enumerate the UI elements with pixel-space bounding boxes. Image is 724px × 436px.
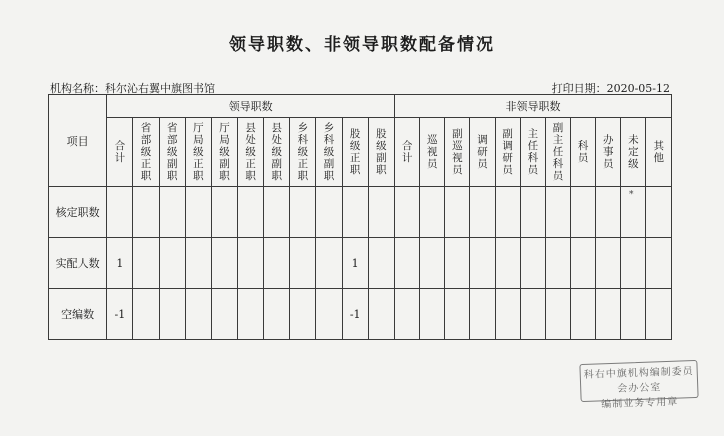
row-label: 实配人数 [49,238,107,289]
leader-column-label: 合计 [114,140,126,164]
nonleader-column-label: 办事员 [602,134,614,170]
nonleader-column-label: 副巡视员 [452,128,463,176]
official-seal [579,360,698,411]
leader-column-label: 股级副职 [376,128,387,176]
nonleader-cell [470,289,495,340]
leader-cell [316,187,342,238]
nonleader-cell [470,187,495,238]
leader-cell [185,187,211,238]
nonleader-column-header [520,118,545,187]
leader-column-label: 省部级副职 [166,122,178,182]
leader-cell [238,187,264,238]
nonleader-cell [646,289,672,340]
leader-column-label: 省部级正职 [140,122,152,182]
leader-cell [290,187,316,238]
nonleader-cell [520,289,545,340]
leader-cell [316,289,342,340]
nonleader-cell [596,238,621,289]
row-label: 核定职数 [49,187,107,238]
table-row [49,187,672,238]
nonleader-cell [420,187,445,238]
leader-cell [264,289,290,340]
nonleader-column-header [445,118,470,187]
leader-column-label: 乡科级副职 [323,122,335,182]
nonleader-cell [520,238,545,289]
print-date-label: 打印日期：2020-05-12 [551,82,670,95]
nonleader-cell [445,238,470,289]
leader-group-header: 领导职数 [107,95,395,118]
leader-cell: -1 [342,289,368,340]
nonleader-column-header [646,118,672,187]
staffing-table [48,94,672,340]
document-title: 领导职数、非领导职数配备情况 [229,35,495,55]
leader-column-label: 厅局级副职 [219,122,230,182]
leader-cell: 1 [342,238,368,289]
leader-cell [238,289,264,340]
leader-column-header [159,118,185,187]
nonleader-column-label: 其他 [653,140,664,164]
leader-cell [185,289,211,340]
nonleader-column-header [495,118,520,187]
nonleader-cell [395,238,420,289]
leader-column-header [133,118,159,187]
nonleader-cell [571,238,596,289]
nonleader-cell [621,289,646,340]
nonleader-column-header [571,118,596,187]
org-name-label: 机构名称：科尔沁右翼中旗图书馆 [50,82,215,95]
nonleader-cell [445,289,470,340]
nonleader-cell [545,238,570,289]
leader-cell [159,187,185,238]
asterisk-mark: * [629,190,634,200]
leader-cell [290,289,316,340]
leader-column-header [264,118,290,187]
table-row [49,238,672,289]
leader-cell [133,238,159,289]
leader-column-label: 县处级副职 [271,122,282,182]
nonleader-group-header: 非领导职数 [395,95,672,118]
nonleader-column-label: 副主任科员 [552,122,564,182]
leader-cell [211,187,237,238]
leader-cell [290,238,316,289]
nonleader-cell [545,187,570,238]
nonleader-cell [571,187,596,238]
leader-column-header [211,118,237,187]
leader-column-header [316,118,342,187]
nonleader-cell [495,187,520,238]
leader-cell [211,289,237,340]
nonleader-cell [545,289,570,340]
nonleader-cell [420,289,445,340]
leader-cell [264,238,290,289]
leader-cell [159,289,185,340]
leader-cell: 1 [107,238,133,289]
nonleader-column-label: 巡视员 [427,134,438,170]
leader-column-header [342,118,368,187]
leader-cell [185,238,211,289]
nonleader-cell [646,238,672,289]
seal-line-1: 科右中旗机构编制委员会办公室 [583,366,694,395]
nonleader-cell [420,238,445,289]
nonleader-column-label: 未定级 [628,134,639,170]
nonleader-column-header [621,118,646,187]
leader-cell [368,187,394,238]
nonleader-column-header [596,118,621,187]
nonleader-column-label: 主任科员 [527,128,539,176]
nonleader-cell [470,238,495,289]
leader-column-header [185,118,211,187]
nonleader-cell [621,238,646,289]
leader-cell [264,187,290,238]
leader-cell [368,238,394,289]
leader-cell [133,289,159,340]
leader-column-header [107,118,133,187]
nonleader-column-label: 调研员 [477,134,488,170]
leader-cell [133,187,159,238]
nonleader-cell [445,187,470,238]
item-header: 项目 [49,95,107,187]
seal-line-2: 编制业务专用章 [601,396,679,411]
leader-column-label: 股级正职 [349,128,361,176]
nonleader-column-header [420,118,445,187]
nonleader-column-label: 合计 [401,140,413,164]
nonleader-cell [571,289,596,340]
leader-column-label: 乡科级正职 [297,122,309,182]
nonleader-column-header [545,118,570,187]
leader-cell: -1 [107,289,133,340]
leader-cell [107,187,133,238]
nonleader-column-header [395,118,420,187]
table-row [49,289,672,340]
nonleader-cell [646,187,672,238]
nonleader-cell [520,187,545,238]
nonleader-cell [395,289,420,340]
leader-column-label: 县处级正职 [245,122,256,182]
nonleader-column-label: 副调研员 [502,128,513,176]
leader-column-header [368,118,394,187]
nonleader-column-label: 科员 [577,140,589,164]
leader-column-label: 厅局级正职 [193,122,204,182]
leader-column-header [238,118,264,187]
nonleader-cell [495,238,520,289]
leader-cell [159,238,185,289]
leader-cell [368,289,394,340]
nonleader-cell [596,289,621,340]
nonleader-cell [395,187,420,238]
leader-column-header [290,118,316,187]
leader-cell [238,238,264,289]
nonleader-cell [495,289,520,340]
nonleader-column-header [470,118,495,187]
nonleader-cell [596,187,621,238]
row-label: 空编数 [49,289,107,340]
leader-cell [211,238,237,289]
leader-cell [342,187,368,238]
leader-cell [316,238,342,289]
